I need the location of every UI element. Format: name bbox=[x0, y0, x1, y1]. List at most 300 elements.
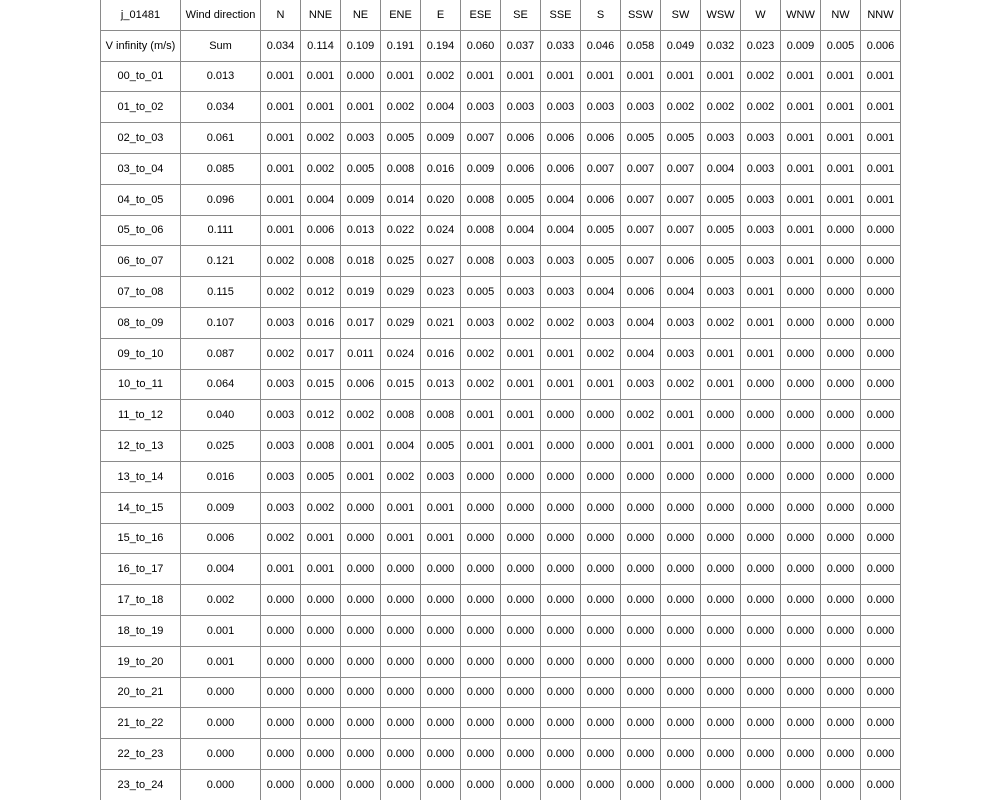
frequency-cell: 0.000 bbox=[461, 492, 501, 523]
frequency-cell: 0.007 bbox=[621, 153, 661, 184]
table-row bbox=[101, 554, 901, 585]
speed-range-cell: 13_to_14 bbox=[101, 461, 181, 492]
frequency-cell: 0.000 bbox=[541, 739, 581, 770]
frequency-cell: 0.001 bbox=[461, 400, 501, 431]
frequency-cell: 0.002 bbox=[701, 92, 741, 123]
direction-label-wnw: WNW bbox=[781, 0, 821, 30]
frequency-cell: 0.005 bbox=[701, 184, 741, 215]
frequency-cell: 0.000 bbox=[261, 585, 301, 616]
table-row bbox=[101, 492, 901, 523]
frequency-cell: 0.008 bbox=[461, 184, 501, 215]
frequency-cell: 0.001 bbox=[821, 184, 861, 215]
row-sum-cell: 0.064 bbox=[181, 369, 261, 400]
frequency-cell: 0.008 bbox=[301, 431, 341, 462]
frequency-cell: 0.002 bbox=[741, 61, 781, 92]
frequency-cell: 0.003 bbox=[581, 307, 621, 338]
direction-total-cell: 0.114 bbox=[301, 30, 341, 61]
direction-label-nnw: NNW bbox=[861, 0, 901, 30]
frequency-cell: 0.004 bbox=[541, 184, 581, 215]
frequency-cell: 0.000 bbox=[661, 492, 701, 523]
frequency-cell: 0.002 bbox=[301, 153, 341, 184]
direction-total-cell: 0.049 bbox=[661, 30, 701, 61]
frequency-cell: 0.000 bbox=[821, 277, 861, 308]
direction-totals-row bbox=[101, 30, 901, 61]
frequency-cell: 0.007 bbox=[661, 153, 701, 184]
frequency-cell: 0.000 bbox=[661, 769, 701, 799]
frequency-cell: 0.000 bbox=[541, 585, 581, 616]
direction-label-ene: ENE bbox=[381, 0, 421, 30]
frequency-cell: 0.021 bbox=[421, 307, 461, 338]
direction-total-cell: 0.009 bbox=[781, 30, 821, 61]
frequency-cell: 0.000 bbox=[301, 585, 341, 616]
frequency-cell: 0.000 bbox=[421, 708, 461, 739]
frequency-cell: 0.001 bbox=[741, 277, 781, 308]
frequency-cell: 0.000 bbox=[861, 277, 901, 308]
frequency-cell: 0.003 bbox=[741, 153, 781, 184]
frequency-cell: 0.000 bbox=[861, 492, 901, 523]
frequency-cell: 0.002 bbox=[341, 400, 381, 431]
frequency-cell: 0.000 bbox=[821, 769, 861, 799]
frequency-cell: 0.001 bbox=[501, 61, 541, 92]
frequency-cell: 0.000 bbox=[421, 677, 461, 708]
row-sum-cell: 0.111 bbox=[181, 215, 261, 246]
frequency-cell: 0.001 bbox=[661, 61, 701, 92]
frequency-cell: 0.000 bbox=[861, 708, 901, 739]
table-row bbox=[101, 769, 901, 799]
frequency-cell: 0.007 bbox=[621, 246, 661, 277]
frequency-cell: 0.002 bbox=[461, 369, 501, 400]
frequency-cell: 0.002 bbox=[261, 338, 301, 369]
frequency-cell: 0.000 bbox=[621, 708, 661, 739]
frequency-cell: 0.000 bbox=[301, 708, 341, 739]
frequency-cell: 0.003 bbox=[541, 246, 581, 277]
frequency-cell: 0.001 bbox=[581, 369, 621, 400]
frequency-cell: 0.017 bbox=[341, 307, 381, 338]
frequency-cell: 0.000 bbox=[661, 739, 701, 770]
row-sum-cell: 0.121 bbox=[181, 246, 261, 277]
frequency-cell: 0.016 bbox=[421, 338, 461, 369]
frequency-cell: 0.000 bbox=[861, 246, 901, 277]
frequency-cell: 0.008 bbox=[421, 400, 461, 431]
frequency-cell: 0.000 bbox=[821, 369, 861, 400]
frequency-cell: 0.006 bbox=[501, 123, 541, 154]
frequency-cell: 0.000 bbox=[661, 708, 701, 739]
frequency-cell: 0.000 bbox=[541, 769, 581, 799]
speed-range-cell: 07_to_08 bbox=[101, 277, 181, 308]
frequency-cell: 0.000 bbox=[581, 431, 621, 462]
frequency-cell: 0.000 bbox=[701, 708, 741, 739]
speed-range-cell: 12_to_13 bbox=[101, 431, 181, 462]
direction-total-cell: 0.058 bbox=[621, 30, 661, 61]
direction-header-cell: Wind direction bbox=[181, 0, 261, 30]
frequency-cell: 0.000 bbox=[701, 431, 741, 462]
frequency-cell: 0.003 bbox=[741, 123, 781, 154]
frequency-cell: 0.000 bbox=[501, 554, 541, 585]
frequency-cell: 0.000 bbox=[861, 769, 901, 799]
frequency-cell: 0.003 bbox=[461, 307, 501, 338]
frequency-cell: 0.000 bbox=[781, 739, 821, 770]
frequency-cell: 0.000 bbox=[461, 677, 501, 708]
table-row bbox=[101, 184, 901, 215]
frequency-cell: 0.000 bbox=[821, 400, 861, 431]
frequency-cell: 0.000 bbox=[461, 708, 501, 739]
frequency-cell: 0.001 bbox=[781, 184, 821, 215]
frequency-cell: 0.004 bbox=[581, 277, 621, 308]
frequency-cell: 0.023 bbox=[421, 277, 461, 308]
frequency-cell: 0.000 bbox=[461, 615, 501, 646]
frequency-cell: 0.000 bbox=[701, 677, 741, 708]
frequency-cell: 0.000 bbox=[621, 769, 661, 799]
frequency-cell: 0.000 bbox=[541, 677, 581, 708]
frequency-cell: 0.000 bbox=[781, 646, 821, 677]
row-sum-cell: 0.115 bbox=[181, 277, 261, 308]
frequency-cell: 0.000 bbox=[741, 677, 781, 708]
row-sum-cell: 0.000 bbox=[181, 769, 261, 799]
frequency-cell: 0.002 bbox=[661, 369, 701, 400]
frequency-cell: 0.012 bbox=[301, 400, 341, 431]
frequency-cell: 0.001 bbox=[341, 431, 381, 462]
frequency-cell: 0.000 bbox=[821, 523, 861, 554]
row-sum-cell: 0.034 bbox=[181, 92, 261, 123]
frequency-cell: 0.008 bbox=[461, 215, 501, 246]
frequency-cell: 0.000 bbox=[661, 554, 701, 585]
speed-range-cell: 23_to_24 bbox=[101, 769, 181, 799]
frequency-cell: 0.003 bbox=[421, 461, 461, 492]
frequency-cell: 0.000 bbox=[741, 431, 781, 462]
frequency-cell: 0.001 bbox=[541, 61, 581, 92]
direction-label-ese: ESE bbox=[461, 0, 501, 30]
frequency-cell: 0.006 bbox=[541, 153, 581, 184]
frequency-cell: 0.000 bbox=[381, 554, 421, 585]
table-row bbox=[101, 246, 901, 277]
frequency-cell: 0.000 bbox=[341, 646, 381, 677]
frequency-cell: 0.000 bbox=[621, 492, 661, 523]
frequency-cell: 0.000 bbox=[421, 554, 461, 585]
frequency-cell: 0.003 bbox=[621, 92, 661, 123]
frequency-cell: 0.003 bbox=[541, 92, 581, 123]
frequency-cell: 0.000 bbox=[541, 615, 581, 646]
frequency-cell: 0.000 bbox=[381, 708, 421, 739]
frequency-cell: 0.001 bbox=[261, 184, 301, 215]
frequency-cell: 0.000 bbox=[701, 461, 741, 492]
frequency-cell: 0.000 bbox=[621, 461, 661, 492]
frequency-cell: 0.000 bbox=[461, 585, 501, 616]
frequency-cell: 0.000 bbox=[741, 369, 781, 400]
frequency-cell: 0.001 bbox=[861, 153, 901, 184]
table-row bbox=[101, 92, 901, 123]
frequency-cell: 0.001 bbox=[661, 400, 701, 431]
frequency-cell: 0.011 bbox=[341, 338, 381, 369]
frequency-cell: 0.000 bbox=[861, 461, 901, 492]
direction-label-e: E bbox=[421, 0, 461, 30]
row-sum-cell: 0.040 bbox=[181, 400, 261, 431]
frequency-cell: 0.001 bbox=[261, 61, 301, 92]
frequency-cell: 0.000 bbox=[701, 492, 741, 523]
frequency-cell: 0.004 bbox=[701, 153, 741, 184]
frequency-cell: 0.001 bbox=[781, 153, 821, 184]
frequency-cell: 0.001 bbox=[781, 92, 821, 123]
frequency-cell: 0.000 bbox=[301, 769, 341, 799]
frequency-cell: 0.000 bbox=[541, 400, 581, 431]
row-sum-cell: 0.000 bbox=[181, 677, 261, 708]
direction-label-ssw: SSW bbox=[621, 0, 661, 30]
frequency-cell: 0.000 bbox=[781, 431, 821, 462]
table-row bbox=[101, 646, 901, 677]
frequency-cell: 0.001 bbox=[821, 61, 861, 92]
speed-range-cell: 01_to_02 bbox=[101, 92, 181, 123]
frequency-cell: 0.000 bbox=[261, 615, 301, 646]
frequency-cell: 0.000 bbox=[741, 400, 781, 431]
frequency-cell: 0.001 bbox=[341, 92, 381, 123]
row-sum-cell: 0.107 bbox=[181, 307, 261, 338]
frequency-cell: 0.002 bbox=[261, 277, 301, 308]
frequency-cell: 0.000 bbox=[781, 677, 821, 708]
frequency-cell: 0.006 bbox=[621, 277, 661, 308]
frequency-cell: 0.001 bbox=[501, 338, 541, 369]
frequency-cell: 0.000 bbox=[381, 677, 421, 708]
row-sum-cell: 0.025 bbox=[181, 431, 261, 462]
frequency-cell: 0.000 bbox=[261, 769, 301, 799]
frequency-cell: 0.000 bbox=[381, 585, 421, 616]
frequency-cell: 0.000 bbox=[701, 554, 741, 585]
frequency-cell: 0.002 bbox=[261, 523, 301, 554]
frequency-cell: 0.000 bbox=[621, 646, 661, 677]
direction-label-nne: NNE bbox=[301, 0, 341, 30]
frequency-cell: 0.001 bbox=[781, 246, 821, 277]
frequency-cell: 0.005 bbox=[501, 184, 541, 215]
frequency-cell: 0.000 bbox=[501, 677, 541, 708]
frequency-cell: 0.000 bbox=[741, 708, 781, 739]
speed-range-cell: 05_to_06 bbox=[101, 215, 181, 246]
frequency-cell: 0.008 bbox=[301, 246, 341, 277]
wind-frequency-sheet bbox=[100, 0, 900, 800]
frequency-cell: 0.000 bbox=[861, 523, 901, 554]
frequency-cell: 0.002 bbox=[741, 92, 781, 123]
frequency-cell: 0.004 bbox=[621, 307, 661, 338]
frequency-cell: 0.000 bbox=[781, 369, 821, 400]
direction-label-n: N bbox=[261, 0, 301, 30]
frequency-cell: 0.000 bbox=[501, 769, 541, 799]
speed-range-cell: 06_to_07 bbox=[101, 246, 181, 277]
direction-label-sse: SSE bbox=[541, 0, 581, 30]
frequency-cell: 0.012 bbox=[301, 277, 341, 308]
frequency-cell: 0.008 bbox=[381, 153, 421, 184]
frequency-cell: 0.000 bbox=[781, 277, 821, 308]
frequency-cell: 0.016 bbox=[421, 153, 461, 184]
frequency-cell: 0.000 bbox=[661, 585, 701, 616]
frequency-cell: 0.000 bbox=[341, 492, 381, 523]
frequency-cell: 0.002 bbox=[541, 307, 581, 338]
frequency-cell: 0.001 bbox=[821, 92, 861, 123]
direction-total-cell: 0.046 bbox=[581, 30, 621, 61]
frequency-cell: 0.000 bbox=[541, 646, 581, 677]
direction-label-se: SE bbox=[501, 0, 541, 30]
speed-range-cell: 00_to_01 bbox=[101, 61, 181, 92]
frequency-cell: 0.000 bbox=[661, 646, 701, 677]
speed-range-cell: 20_to_21 bbox=[101, 677, 181, 708]
frequency-cell: 0.006 bbox=[661, 246, 701, 277]
frequency-cell: 0.000 bbox=[581, 400, 621, 431]
frequency-cell: 0.006 bbox=[501, 153, 541, 184]
frequency-cell: 0.000 bbox=[541, 554, 581, 585]
frequency-cell: 0.000 bbox=[581, 739, 621, 770]
frequency-cell: 0.001 bbox=[781, 215, 821, 246]
frequency-cell: 0.008 bbox=[381, 400, 421, 431]
frequency-cell: 0.000 bbox=[661, 615, 701, 646]
table-row bbox=[101, 431, 901, 462]
frequency-cell: 0.000 bbox=[541, 461, 581, 492]
frequency-cell: 0.000 bbox=[501, 492, 541, 523]
frequency-cell: 0.002 bbox=[581, 338, 621, 369]
table-row bbox=[101, 739, 901, 770]
direction-total-cell: 0.037 bbox=[501, 30, 541, 61]
frequency-cell: 0.000 bbox=[741, 461, 781, 492]
frequency-cell: 0.000 bbox=[341, 708, 381, 739]
frequency-cell: 0.000 bbox=[781, 338, 821, 369]
frequency-cell: 0.001 bbox=[661, 431, 701, 462]
frequency-cell: 0.001 bbox=[261, 92, 301, 123]
frequency-cell: 0.002 bbox=[301, 492, 341, 523]
frequency-cell: 0.000 bbox=[821, 646, 861, 677]
frequency-cell: 0.000 bbox=[301, 677, 341, 708]
frequency-cell: 0.000 bbox=[701, 615, 741, 646]
frequency-cell: 0.003 bbox=[261, 307, 301, 338]
direction-total-cell: 0.194 bbox=[421, 30, 461, 61]
speed-range-cell: 14_to_15 bbox=[101, 492, 181, 523]
frequency-cell: 0.002 bbox=[381, 92, 421, 123]
frequency-cell: 0.000 bbox=[581, 585, 621, 616]
row-sum-cell: 0.013 bbox=[181, 61, 261, 92]
speed-range-cell: 11_to_12 bbox=[101, 400, 181, 431]
frequency-cell: 0.000 bbox=[821, 708, 861, 739]
frequency-cell: 0.029 bbox=[381, 307, 421, 338]
direction-label-sw: SW bbox=[661, 0, 701, 30]
frequency-cell: 0.003 bbox=[261, 400, 301, 431]
frequency-cell: 0.000 bbox=[741, 523, 781, 554]
frequency-cell: 0.000 bbox=[501, 461, 541, 492]
frequency-cell: 0.003 bbox=[541, 277, 581, 308]
frequency-cell: 0.000 bbox=[421, 769, 461, 799]
speed-header-cell: V infinity (m/s) bbox=[101, 30, 181, 61]
frequency-cell: 0.001 bbox=[861, 61, 901, 92]
table-row bbox=[101, 123, 901, 154]
frequency-cell: 0.001 bbox=[541, 338, 581, 369]
frequency-cell: 0.000 bbox=[861, 585, 901, 616]
frequency-cell: 0.001 bbox=[741, 307, 781, 338]
frequency-cell: 0.000 bbox=[581, 646, 621, 677]
frequency-cell: 0.005 bbox=[701, 215, 741, 246]
row-sum-cell: 0.004 bbox=[181, 554, 261, 585]
frequency-cell: 0.000 bbox=[861, 739, 901, 770]
frequency-cell: 0.001 bbox=[341, 461, 381, 492]
frequency-cell: 0.000 bbox=[701, 646, 741, 677]
direction-total-cell: 0.006 bbox=[861, 30, 901, 61]
frequency-cell: 0.000 bbox=[341, 554, 381, 585]
frequency-cell: 0.013 bbox=[421, 369, 461, 400]
frequency-cell: 0.001 bbox=[701, 369, 741, 400]
frequency-cell: 0.000 bbox=[461, 461, 501, 492]
frequency-cell: 0.000 bbox=[861, 215, 901, 246]
frequency-cell: 0.002 bbox=[381, 461, 421, 492]
frequency-cell: 0.000 bbox=[741, 646, 781, 677]
table-row bbox=[101, 307, 901, 338]
frequency-cell: 0.001 bbox=[621, 61, 661, 92]
frequency-cell: 0.000 bbox=[421, 646, 461, 677]
frequency-cell: 0.000 bbox=[741, 492, 781, 523]
frequency-cell: 0.005 bbox=[381, 123, 421, 154]
frequency-cell: 0.001 bbox=[541, 369, 581, 400]
direction-label-s: S bbox=[581, 0, 621, 30]
frequency-cell: 0.000 bbox=[821, 461, 861, 492]
speed-range-cell: 09_to_10 bbox=[101, 338, 181, 369]
frequency-cell: 0.000 bbox=[821, 554, 861, 585]
frequency-cell: 0.006 bbox=[301, 215, 341, 246]
frequency-cell: 0.001 bbox=[741, 338, 781, 369]
frequency-cell: 0.000 bbox=[701, 523, 741, 554]
speed-range-cell: 04_to_05 bbox=[101, 184, 181, 215]
frequency-cell: 0.004 bbox=[501, 215, 541, 246]
frequency-cell: 0.003 bbox=[661, 307, 701, 338]
frequency-cell: 0.000 bbox=[821, 739, 861, 770]
frequency-cell: 0.003 bbox=[261, 369, 301, 400]
frequency-cell: 0.006 bbox=[581, 123, 621, 154]
frequency-cell: 0.003 bbox=[741, 184, 781, 215]
frequency-cell: 0.000 bbox=[861, 677, 901, 708]
frequency-cell: 0.024 bbox=[421, 215, 461, 246]
frequency-cell: 0.000 bbox=[781, 523, 821, 554]
frequency-cell: 0.000 bbox=[501, 646, 541, 677]
frequency-cell: 0.003 bbox=[501, 92, 541, 123]
frequency-cell: 0.001 bbox=[381, 61, 421, 92]
direction-header-row bbox=[101, 0, 901, 30]
frequency-cell: 0.000 bbox=[781, 554, 821, 585]
frequency-cell: 0.000 bbox=[341, 615, 381, 646]
direction-total-cell: 0.033 bbox=[541, 30, 581, 61]
frequency-cell: 0.002 bbox=[501, 307, 541, 338]
frequency-cell: 0.000 bbox=[821, 215, 861, 246]
frequency-cell: 0.003 bbox=[261, 492, 301, 523]
row-sum-cell: 0.061 bbox=[181, 123, 261, 154]
frequency-cell: 0.000 bbox=[741, 554, 781, 585]
frequency-cell: 0.000 bbox=[781, 769, 821, 799]
frequency-cell: 0.004 bbox=[421, 92, 461, 123]
frequency-cell: 0.000 bbox=[581, 708, 621, 739]
table-row bbox=[101, 338, 901, 369]
frequency-cell: 0.000 bbox=[541, 523, 581, 554]
frequency-cell: 0.000 bbox=[701, 769, 741, 799]
frequency-cell: 0.000 bbox=[581, 492, 621, 523]
frequency-cell: 0.001 bbox=[781, 123, 821, 154]
frequency-cell: 0.000 bbox=[581, 615, 621, 646]
frequency-cell: 0.003 bbox=[501, 246, 541, 277]
wind-frequency-table bbox=[100, 0, 901, 800]
frequency-cell: 0.000 bbox=[621, 677, 661, 708]
speed-range-cell: 03_to_04 bbox=[101, 153, 181, 184]
frequency-cell: 0.000 bbox=[461, 739, 501, 770]
row-sum-cell: 0.002 bbox=[181, 585, 261, 616]
frequency-cell: 0.000 bbox=[341, 677, 381, 708]
frequency-cell: 0.000 bbox=[381, 769, 421, 799]
frequency-cell: 0.001 bbox=[261, 215, 301, 246]
frequency-cell: 0.001 bbox=[621, 431, 661, 462]
frequency-cell: 0.005 bbox=[581, 246, 621, 277]
frequency-cell: 0.000 bbox=[501, 523, 541, 554]
frequency-cell: 0.000 bbox=[861, 646, 901, 677]
frequency-cell: 0.013 bbox=[341, 215, 381, 246]
frequency-cell: 0.000 bbox=[501, 585, 541, 616]
frequency-cell: 0.006 bbox=[541, 123, 581, 154]
table-row bbox=[101, 461, 901, 492]
